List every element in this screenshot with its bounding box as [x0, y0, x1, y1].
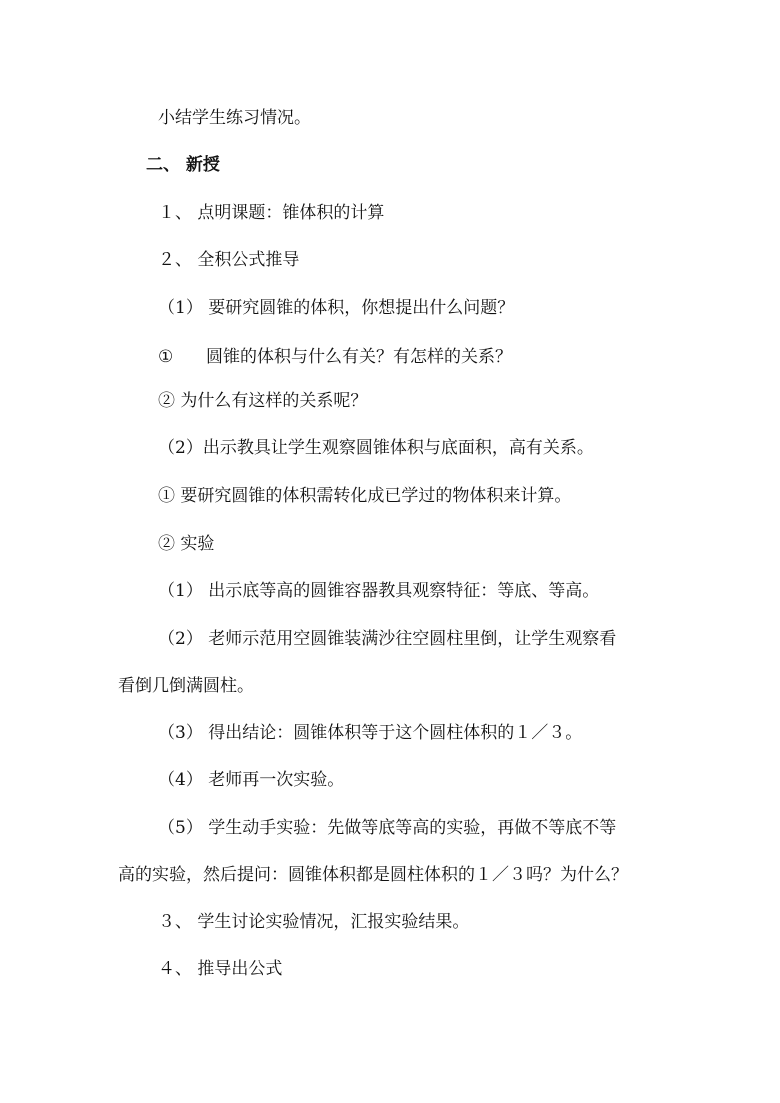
- point-1: ① 要研究圆锥的体积需转化成已学过的物体积来计算。: [158, 486, 572, 506]
- experiment-step-5: （5） 学生动手实验：先做等底等高的实验，再做不等底不等: [158, 818, 617, 838]
- experiment-step-1: （1） 出示底等高的圆锥容器教具观察特征：等底、等高。: [158, 581, 600, 601]
- step-3-discussion: ３、 学生讨论实验情况，汇报实验结果。: [158, 912, 470, 932]
- experiment-step-3: （3） 得出结论：圆锥体积等于这个圆柱体积的１／３。: [158, 723, 583, 743]
- experiment-step-2: （2） 老师示范用空圆锥装满沙往空圆柱里倒，让学生观察看: [158, 629, 617, 649]
- paragraph-summary: 小结学生练习情况。: [158, 108, 311, 128]
- experiment-step-2-continued: 看倒几倒满圆柱。: [118, 676, 254, 696]
- section-heading-new-lesson: 二、 新授: [146, 155, 220, 175]
- experiment-step-4: （4） 老师再一次实验。: [158, 770, 345, 790]
- step-4-derive-formula: ４、 推导出公式: [158, 959, 283, 979]
- question-2: （2）出示教具让学生观察圆锥体积与底面积，高有关系。: [158, 438, 594, 458]
- step-2-formula-derivation: ２、 全积公式推导: [158, 250, 300, 270]
- step-1-topic: １、 点明课题：锥体积的计算: [158, 203, 385, 223]
- sub-item-1: [158, 346, 512, 368]
- experiment-step-5-continued: 高的实验，然后提问：圆锥体积都是圆柱体积的１／３吗？为什么？: [118, 865, 628, 885]
- question-1: （1） 要研究圆锥的体积，你想提出什么问题？: [158, 298, 515, 318]
- sub-item-2: ② 为什么有这样的关系呢？: [158, 391, 368, 411]
- sub-item-1-text: 圆锥的体积与什么有关？有怎样的关系？: [206, 347, 512, 367]
- circled-number-marker: ①: [158, 347, 174, 367]
- point-2-experiment: ② 实验: [158, 534, 215, 554]
